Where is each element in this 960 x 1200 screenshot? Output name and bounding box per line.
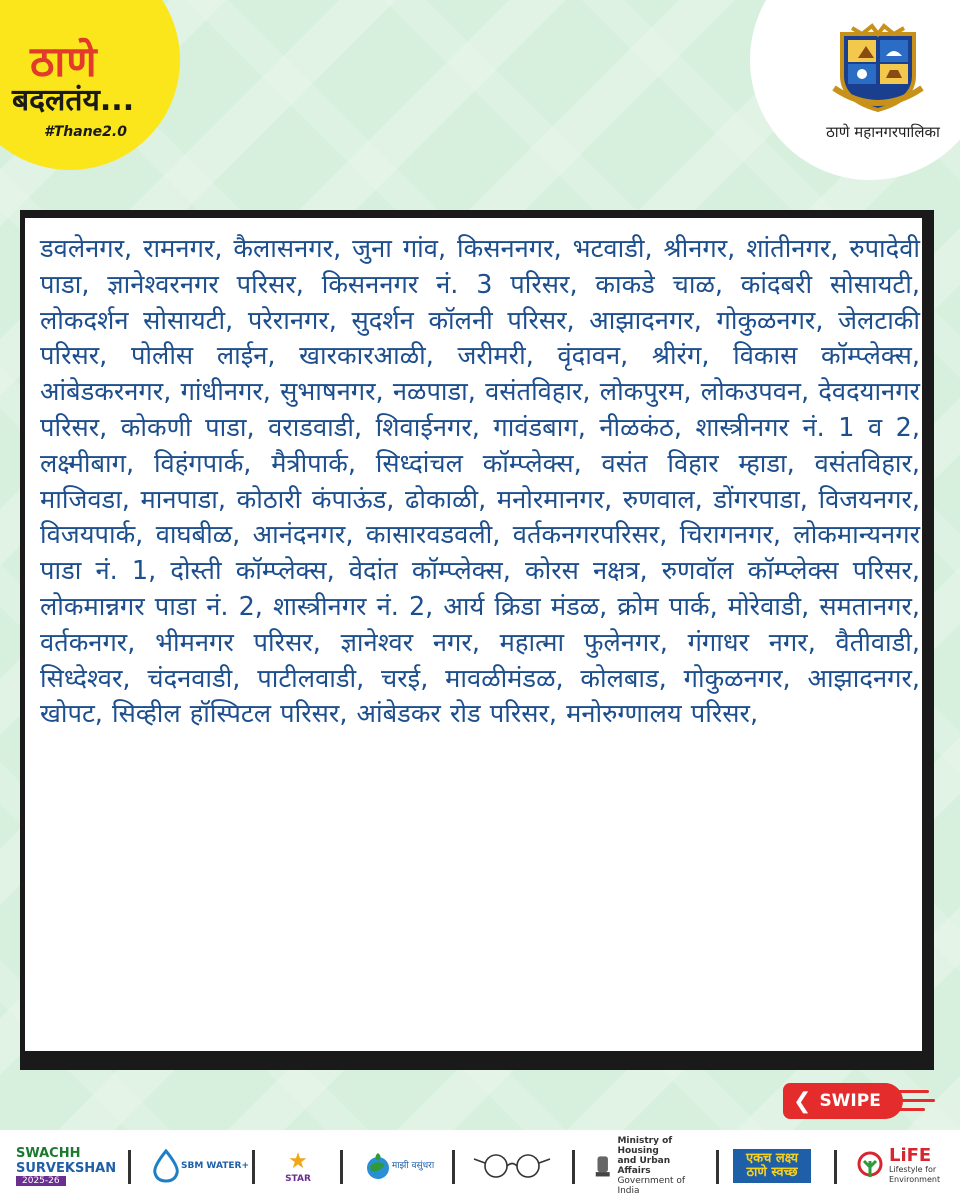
ekach-lakshya-label: एकच लक्ष्य ठाणे स्वच्छ [733,1149,811,1183]
ekach-lakshya-logo [732,1138,812,1194]
majhi-label: माझी वसुंधरा [391,1161,435,1171]
star-rating-logo [268,1138,328,1194]
footer-divider [572,1150,575,1184]
water-drop-icon [151,1149,181,1183]
footer-divider [834,1150,837,1184]
swachh-bharat-logo [464,1138,560,1194]
sbm-water-logo [150,1138,250,1194]
life-text [889,1147,945,1185]
swipe-button[interactable] [783,1083,903,1119]
earth-leaf-icon [365,1151,391,1181]
swachh-year: 2025-26 [16,1176,66,1186]
swachh-bharat-spectacles-icon [472,1151,552,1181]
ministry-line1: Ministry of Housing [617,1136,673,1156]
locality-list-text: डवलेनगर, रामनगर, कैलासनगर, जुना गांव, किसननगर, भटवाडी, श्रीनगर, शांतीनगर, रुपादेवी पाडा, ज्ञानेश्वरनगर परिसर, किसननगर नं. 3 परिसर, काकडे चाळ, कांदबरी सोसायटी, लोकदर्शन सोसायटी, परेरानगर, सुदर्शन कॉलनी परिसर, आझादनगर, गोकुळनगर, जेलटाकी परिसर, पोलीस लाईन, खारकारआळी, जरीमरी, वृंदावन, श्रीरंग, विकास कॉम्प्लेक्स, आंबेडकरनगर, गांधीनगर, सुभाषनगर, नळपाडा, वसंतविहार, लोकपुरम, लोकउपवन, देवदयानगर परिसर, कोकणी पाडा, वराडवाडी, शिवाईनगर, गावंडबाग, नीळकंठ, शास्त्रीनगर नं. 1 व 2, लक्ष्मीबाग, विहंगपार्क, मैत्रीपार्क, सिध्दांचल कॉम्प्लेक्स, वसंत विहार म्हाडा, वसंतविहार, माजिवडा, मानपाडा, कोठारी कंपाऊंड, ढोकाळी, मनोरमानगर, रुणवाल, डोंगरपाडा, विजयनगर, विजयपार्क, वाघबीळ, आनंदनगर, कासारवडवली, वर्तकनगरपरिसर, चिरागनगर, लोकमान्यनगर पाडा नं. 1, दोस्ती कॉम्प्लेक्स, वेदांत कॉम्प्लेक्स, कोरस नक्षत्र, रुणवॉल कॉम्प्लेक्स परिसर, लोकमान्नगर पाडा नं. 2, शास्त्रीनगर नं. 2, आर्य क्रिडा मंडळ, क्रोम पार्क, मोरेवाडी, समतानगर, वर्तकनगर, भीमनगर परिसर, ज्ञानेश्वर नगर, महात्मा फुलेनगर, गंगाधर नगर, वैतीवाडी, सिध्देश्वर, चंदनवाडी, पाटीलवाडी, चरई, मावळीमंडळ, कोलबाड, गोकुळनगर, आझादनगर, खोपट, सिव्हील हॉस्पिटल परिसर, आंबेडकर रोड परिसर, मनोरुग्णालय परिसर, [40,234,920,730]
ministry-line3: Government of India [617,1176,686,1196]
footer-divider [340,1150,343,1184]
swachh-line1: SWACHH [16,1146,81,1161]
swipe-label: SWIPE [819,1091,881,1111]
ministry-text [617,1136,704,1196]
ministry-line2: and Urban Affairs [617,1156,671,1176]
swachh-line2: SURVEKSHAN [16,1161,117,1176]
speed-lines-icon [895,1084,935,1120]
swachh-survekshan-logo [16,1138,120,1194]
badge-hashtag: #Thane2.0 [44,124,127,140]
municipal-emblem-icon [832,22,924,114]
ministry-logo [594,1138,704,1194]
logo-caption: ठाणे महानगरपालिका [826,123,940,141]
life-tree-icon [855,1151,885,1181]
life-logo [850,1138,950,1194]
footer-divider [716,1150,719,1184]
chevron-left-icon: ❮ [793,1088,812,1114]
national-emblem-icon [594,1151,611,1181]
star-label: STAR [285,1173,311,1184]
life-label: LiFE [889,1145,932,1166]
footer-divider [128,1150,131,1184]
footer-divider [252,1150,255,1184]
footer-divider [452,1150,455,1184]
life-sub: Lifestyle for Environment [889,1165,941,1184]
badge-subtitle: बदलतंय... [12,83,135,118]
majhi-vasundhara-logo [360,1138,440,1194]
sbm-label: SBM WATER+ [181,1161,249,1171]
star-icon: ★ [288,1148,308,1174]
badge-title: ठाणे [30,37,98,86]
